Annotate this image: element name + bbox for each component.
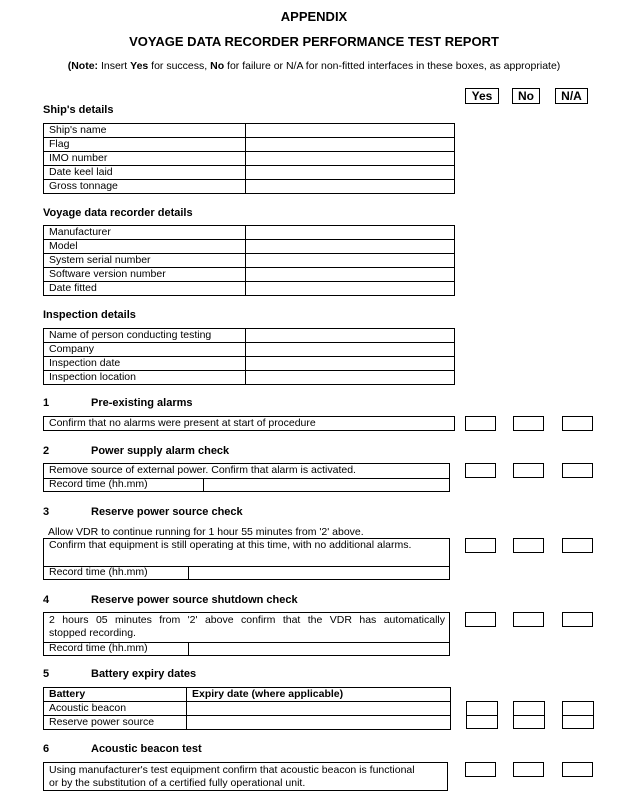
test-1-statement-box [43, 416, 455, 431]
battery-name: Acoustic beacon [44, 702, 187, 716]
field-label: Inspection location [44, 371, 246, 385]
manufacturer-field[interactable] [246, 226, 455, 240]
test-2-record-time-field[interactable] [204, 479, 449, 492]
test-2-box [43, 463, 450, 492]
flag-field[interactable] [246, 138, 455, 152]
test-5-title: Battery expiry dates [91, 668, 197, 680]
table-row [44, 716, 451, 730]
field-label: Date keel laid [44, 166, 246, 180]
field-label: Name of person conducting testing [44, 329, 246, 343]
tester-name-field[interactable] [246, 329, 455, 343]
table-row [44, 329, 455, 343]
table-row [44, 166, 455, 180]
test-3-na-checkbox[interactable] [562, 538, 593, 553]
test-3-record-label: Record time (hh.mm) [49, 566, 148, 578]
inspection-details-table [43, 328, 455, 385]
test-1-no-checkbox[interactable] [513, 416, 544, 431]
test-2-yes-checkbox[interactable] [465, 463, 496, 478]
test-2-number: 2 [43, 445, 50, 457]
test-6-statement-line-2: or by the substitution of a certified fully operational unit. [49, 777, 306, 789]
test-1-na-checkbox[interactable] [562, 416, 593, 431]
field-label: Model [44, 240, 246, 254]
yes-column-header: Yes [465, 88, 499, 104]
battery-column-header: Battery [44, 688, 187, 702]
test-4-statement-line-2: stopped recording. [49, 627, 136, 639]
field-label: Inspection date [44, 357, 246, 371]
table-row [44, 343, 455, 357]
inspection-date-field[interactable] [246, 357, 455, 371]
software-version-field[interactable] [246, 268, 455, 282]
vdr-details-heading: Voyage data recorder details [43, 207, 193, 219]
note-label: (Note: [67, 60, 99, 72]
gross-tonnage-field[interactable] [246, 180, 455, 194]
field-label: Ship's name [44, 124, 246, 138]
appendix-heading: APPENDIX [280, 9, 348, 24]
inspection-location-field[interactable] [246, 371, 455, 385]
test-3-statement: Confirm that equipment is still operating at this time, with no additional alarms. [49, 539, 412, 551]
table-row [44, 282, 455, 296]
note-text: Insert [98, 60, 131, 72]
test-2-record-label: Record time (hh.mm) [49, 478, 148, 490]
imo-number-field[interactable] [246, 152, 455, 166]
inspection-details-heading: Inspection details [43, 309, 136, 321]
test-6-title: Acoustic beacon test [91, 743, 202, 755]
acoustic-beacon-expiry-field[interactable] [187, 702, 451, 716]
test-4-number: 4 [43, 594, 50, 606]
test-6-yes-checkbox[interactable] [465, 762, 496, 777]
test-3-number: 3 [43, 506, 50, 518]
test-5-number: 5 [43, 668, 50, 680]
test-3-intro: Allow VDR to continue running for 1 hour 55 minutes from '2' above. [48, 526, 364, 538]
table-row [44, 268, 455, 282]
test-1-title: Pre-existing alarms [91, 397, 193, 409]
table-row [44, 226, 455, 240]
test-2-statement: Remove source of external power. Confirm that alarm is activated. [49, 464, 356, 476]
test-2-title: Power supply alarm check [91, 445, 230, 457]
na-column-header: N/A [555, 88, 588, 104]
test-2-na-checkbox[interactable] [562, 463, 593, 478]
test-2-no-checkbox[interactable] [513, 463, 544, 478]
date-keel-laid-field[interactable] [246, 166, 455, 180]
table-row [44, 138, 455, 152]
test-5-yes-checkbox[interactable] [466, 701, 498, 729]
expiry-column-header: Expiry date (where applicable) [187, 688, 451, 702]
test-6-no-checkbox[interactable] [513, 762, 544, 777]
ships-details-table [43, 123, 455, 194]
test-3-no-checkbox[interactable] [513, 538, 544, 553]
reserve-power-expiry-field[interactable] [187, 716, 451, 730]
test-6-statement-line-1: Using manufacturer's test equipment confirm that acoustic beacon is functional [49, 764, 415, 776]
test-4-box [43, 612, 450, 656]
field-label: Manufacturer [44, 226, 246, 240]
test-4-statement-line-1: 2 hours 05 minutes from '2' above confirm that the VDR has automatically [49, 614, 445, 626]
test-5-na-checkbox[interactable] [562, 701, 594, 729]
field-label: Company [44, 343, 246, 357]
company-field[interactable] [246, 343, 455, 357]
field-label: Gross tonnage [44, 180, 246, 194]
test-4-yes-checkbox[interactable] [465, 612, 496, 627]
test-4-record-label: Record time (hh.mm) [49, 642, 148, 654]
test-4-no-checkbox[interactable] [513, 612, 544, 627]
table-row [44, 180, 455, 194]
field-label: System serial number [44, 254, 246, 268]
test-1-yes-checkbox[interactable] [465, 416, 496, 431]
test-1-statement: Confirm that no alarms were present at start of procedure [49, 417, 316, 429]
test-3-yes-checkbox[interactable] [465, 538, 496, 553]
test-6-box [43, 762, 448, 791]
test-4-na-checkbox[interactable] [562, 612, 593, 627]
test-3-box [43, 538, 450, 580]
note-text: for failure or N/A for non-fitted interfaces in these boxes, as appropriate) [224, 60, 561, 72]
table-row [44, 254, 455, 268]
table-row [44, 357, 455, 371]
test-3-record-time-field[interactable] [189, 567, 449, 580]
instruction-note [0, 60, 628, 72]
report-title: VOYAGE DATA RECORDER PERFORMANCE TEST REPORT [129, 34, 499, 49]
note-yes: Yes [130, 60, 149, 72]
test-5-no-checkbox[interactable] [513, 701, 545, 729]
ships-details-heading: Ship's details [43, 104, 114, 116]
test-6-na-checkbox[interactable] [562, 762, 593, 777]
field-label: IMO number [44, 152, 246, 166]
table-row [44, 371, 455, 385]
test-4-title: Reserve power source shutdown check [91, 594, 298, 606]
field-label: Software version number [44, 268, 246, 282]
note-no: No [210, 60, 225, 72]
ships-name-field[interactable] [246, 124, 455, 138]
serial-number-field[interactable] [246, 254, 455, 268]
test-1-number: 1 [43, 397, 50, 409]
date-fitted-field[interactable] [246, 282, 455, 296]
table-row [44, 702, 451, 716]
table-row [44, 240, 455, 254]
model-field[interactable] [246, 240, 455, 254]
test-3-title: Reserve power source check [91, 506, 243, 518]
battery-name: Reserve power source [44, 716, 187, 730]
test-6-number: 6 [43, 743, 50, 755]
field-label: Date fitted [44, 282, 246, 296]
test-4-record-time-field[interactable] [189, 643, 449, 656]
table-row [44, 124, 455, 138]
table-row [44, 688, 451, 702]
no-column-header: No [512, 88, 540, 104]
vdr-details-table [43, 225, 455, 296]
field-label: Flag [44, 138, 246, 152]
note-text: for success, [148, 60, 211, 72]
battery-expiry-table [43, 687, 451, 730]
table-row [44, 152, 455, 166]
